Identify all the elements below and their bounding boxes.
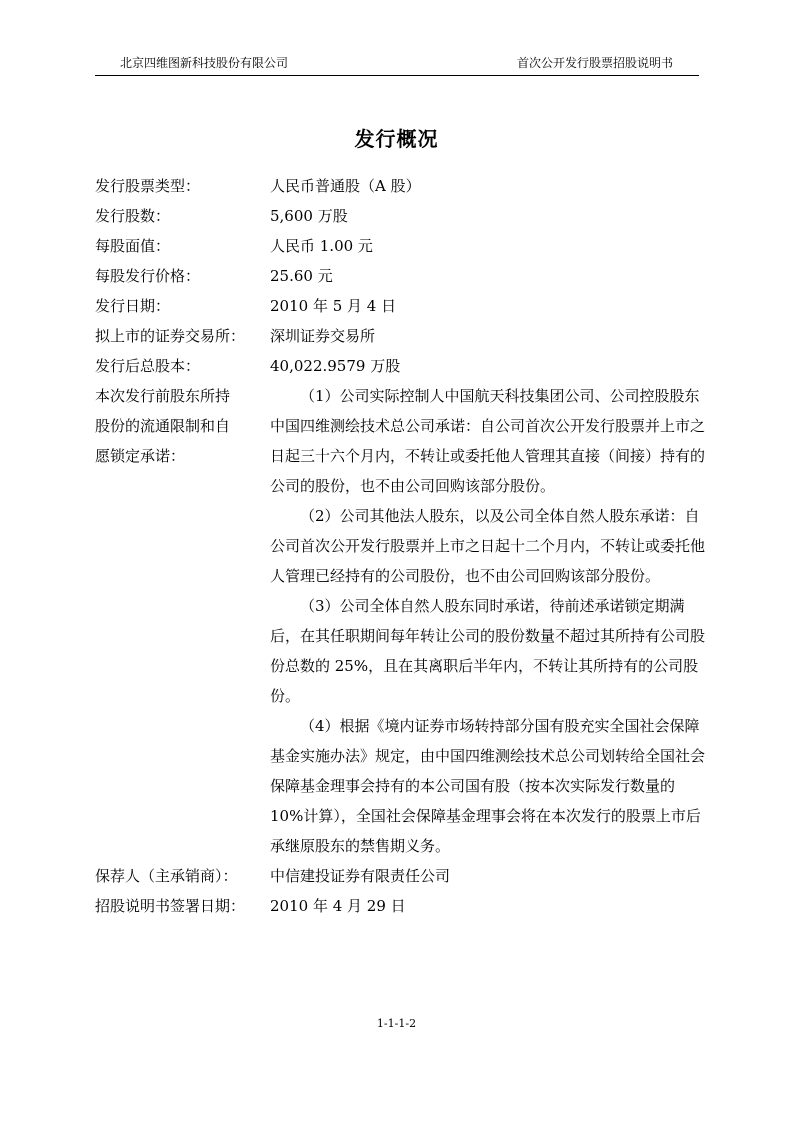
value-lockup-commitments (270, 381, 705, 861)
page-title: 发行概况 (354, 127, 439, 151)
value-sponsor: 中信建投证券有限责任公司 (270, 867, 451, 885)
label-stock-exchange: 拟上市的证券交易所： (95, 327, 246, 345)
row-issue-date (95, 291, 705, 321)
row-issue-price (95, 261, 705, 291)
row-lockup-commitments (95, 381, 705, 861)
label-shares-issued: 发行股数： (95, 207, 171, 225)
label-stock-type: 发行股票类型： (95, 177, 201, 195)
row-shares-issued (95, 201, 705, 231)
lockup-paragraph-4: （4）根据《境内证券市场转持部分国有股充实全国社会保障基金实施办法》规定，由中国四维测绘技术总公司划转给全国社会保障基金理事会持有的本公司国有股（按本次实际发行数量的 10%计算），全国社会保障基金理事会将在本次发行的股票上市后承继原股东的禁售期义务。 (270, 717, 706, 855)
label-par-value: 每股面值： (95, 237, 171, 255)
issuance-overview-list (95, 171, 705, 921)
value-issue-date: 2010 年 5 月 4 日 (270, 297, 397, 315)
row-stock-type (95, 171, 705, 201)
header-document-title: 首次公开发行股票招股说明书 (516, 56, 673, 70)
value-total-shares: 40,022.9579 万股 (270, 357, 401, 375)
label-lockup-commitments: 本次发行前股东所持 股份的流通限制和自 愿锁定承诺： (95, 387, 231, 465)
lockup-paragraph-1: （1）公司实际控制人中国航天科技集团公司、公司控股股东中国四维测绘技术总公司承诺：自公司首次公开发行股票并上市之日起三十六个月内，不转让或委托他人管理其直接（间接）持有的公司的股份，也不由公司回购该部分股份。 (270, 387, 706, 495)
value-issue-price: 25.60 元 (270, 267, 333, 285)
value-stock-type: 人民币普通股（A 股） (270, 177, 421, 195)
value-signing-date: 2010 年 4 月 29 日 (270, 897, 406, 915)
row-par-value (95, 231, 705, 261)
page-number: 1-1-1-2 (376, 1017, 417, 1030)
label-issue-price: 每股发行价格： (95, 267, 201, 285)
row-stock-exchange (95, 321, 705, 351)
header-company-name: 北京四维图新科技股份有限公司 (120, 56, 289, 70)
row-sponsor (95, 861, 705, 891)
value-shares-issued: 5,600 万股 (270, 207, 348, 225)
label-total-shares: 发行后总股本： (95, 357, 201, 375)
label-signing-date: 招股说明书签署日期： (95, 897, 246, 915)
row-total-shares (95, 351, 705, 381)
label-issue-date: 发行日期： (95, 297, 171, 315)
header-divider (95, 75, 699, 76)
label-sponsor: 保荐人（主承销商）： (95, 867, 238, 885)
value-par-value: 人民币 1.00 元 (270, 237, 373, 255)
row-signing-date (95, 891, 705, 921)
lockup-paragraph-2: （2）公司其他法人股东，以及公司全体自然人股东承诺：自公司首次公开发行股票并上市之日起十二个月内，不转让或委托他人管理已经持有的公司股份，也不由公司回购该部分股份。 (270, 507, 706, 585)
value-stock-exchange: 深圳证券交易所 (270, 327, 376, 345)
lockup-paragraph-3: （3）公司全体自然人股东同时承诺，待前述承诺锁定期满后，在其任职期间每年转让公司的股份数量不超过其所持有公司股份总数的 25%，且在其离职后半年内，不转让其所持有的公司股份。 (270, 597, 706, 705)
